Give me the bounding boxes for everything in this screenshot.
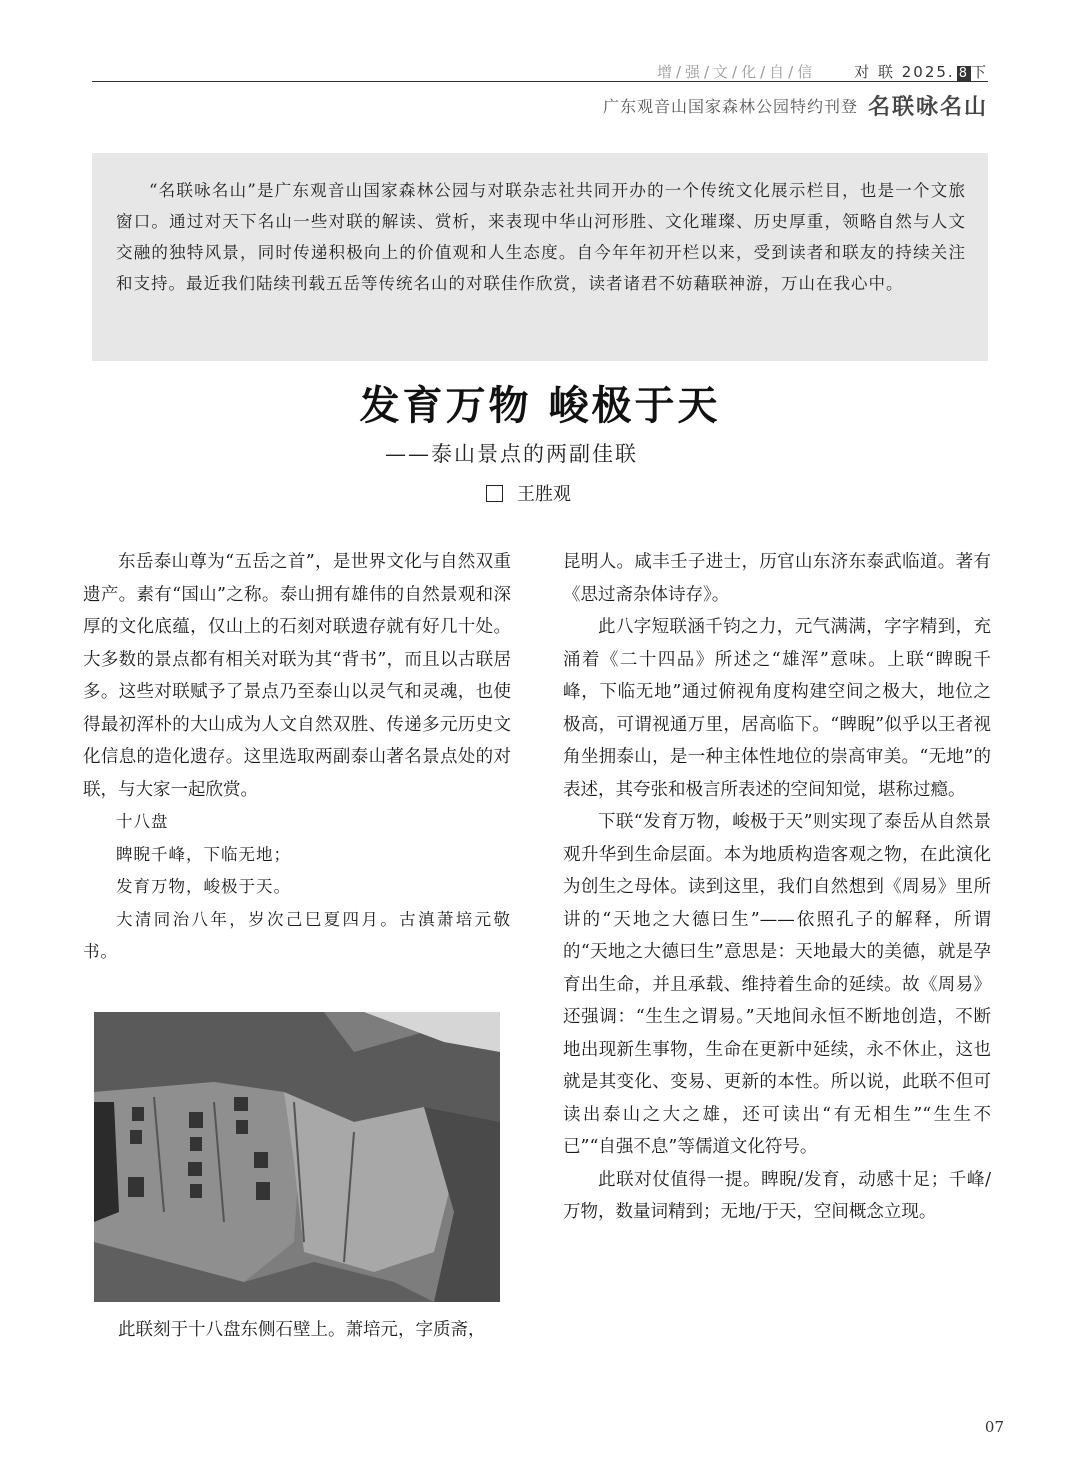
author-name: 王胜观 [517, 484, 571, 505]
couplet-line-1: 睥睨千峰，下临无地； [116, 844, 291, 864]
magazine-name: 对 联 2025. [854, 63, 955, 81]
right-column [563, 546, 991, 1229]
left-column [83, 546, 511, 969]
couplet-inscription: 大清同治八年，岁次己巳夏四月。古滇萧培元敬书。 [83, 909, 511, 961]
byline-box-icon [486, 485, 503, 502]
sponsor-line: 广东观音山国家森林公园特约刊登 [602, 96, 858, 116]
intro-text: “名联咏名山”是广东观音山国家森林公园与对联杂志社共同开办的一个传统文化展示栏目，也是一个文旅窗口。通过对天下名山一些对联的解读、赏析，来表现中华山河形胜、文化璀璨、历史厚重，领略自然与人文交融的独特风景，同时传递积极向上的价值观和人生态度。自今年年初开栏以来，受到读者和联友的持续关注和支持。最近我们陆续刊载五岳等传统名山的对联佳作欣赏，读者诸君不妨藉联神游，万山在我心中。 [116, 181, 966, 293]
header-slogan: 增/强/文/化/自/信 [656, 63, 817, 81]
rock-inscription-photo [94, 1012, 500, 1302]
header-divider [92, 81, 988, 82]
intro-box [92, 153, 988, 361]
issue-number-badge: 8 [958, 66, 969, 81]
magazine-issue [854, 61, 988, 82]
column-name: 名联咏名山 [867, 94, 988, 120]
column-header [92, 88, 988, 122]
couplet-line-2: 发育万物，峻极于天。 [116, 877, 291, 896]
article-subtitle: ——泰山景点的两副佳联 [385, 442, 638, 466]
running-header [92, 56, 988, 82]
caption-paragraph: 此联刻于十八盘东侧石壁上。萧培元，字质斋， [118, 1320, 486, 1340]
paragraph: 下联“发育万物，峻极于天”则实现了泰岳从自然景观升华到生命层面。本为地质构造客观之物，在此演化为创生之母体。读到这里，我们自然想到《周易》里所讲的“天地之大德曰生”——依照孔子的解释，所谓的“天地之大德曰生”意思是：天地最大的美德，就是孕育出生命，并且承载、维持着生命的延续。故《周易》还强调：“生生之谓易。”天地间永恒不断地创造，不断地出现新生事物，生命在更新中延续，永不休止，这也就是其变化、变易、更新的本性。所以说，此联不但可读出泰山之大之雄，还可读出“有无相生”“生生不已”“自强不息”等儒道文化符号。 [563, 812, 991, 1157]
rock-photo-graphic [94, 1012, 500, 1302]
issue-half: 下 [970, 63, 988, 81]
byline [486, 480, 571, 506]
paragraph: 此联对仗值得一提。睥睨/发育，动感十足；千峰/万物，数量词精到；无地/于天，空间概念立现。 [563, 1169, 991, 1222]
paragraph: 昆明人。咸丰壬子进士，历官山东济东泰武临道。著有《思过斋杂体诗存》。 [563, 552, 991, 605]
couplet-place: 十八盘 [116, 812, 169, 831]
page-number: 07 [984, 1418, 1004, 1436]
article-title: 发育万物 峻极于天 [359, 382, 721, 429]
paragraph: 此八字短联涵千钧之力，元气满满，字字精到，充涌着《二十四品》所述之“雄浑”意味。上联“睥睨千峰，下临无地”通过俯视角度构建空间之极大，地位之极高，可谓视通万里，居高临下。“睥睨”似乎以王者视角坐拥泰山，是一种主体性地位的崇高审美。“无地”的表述，其夸张和极言所表述的空间知觉，堪称过瘾。 [563, 617, 991, 800]
paragraph: 东岳泰山尊为“五岳之首”，是世界文化与自然双重遗产。素有“国山”之称。泰山拥有雄伟的自然景观和深厚的文化底蕴，仅山上的石刻对联遗存就有好几十处。大多数的景点都有相关对联为其“背书”，而且以古联居多。这些对联赋予了景点乃至泰山以灵气和灵魂，也使得最初浑朴的大山成为人文自然双胜、传递多元历史文化信息的造化遗存。这里选取两副泰山著名景点处的对联，与大家一起欣赏。 [83, 552, 511, 800]
